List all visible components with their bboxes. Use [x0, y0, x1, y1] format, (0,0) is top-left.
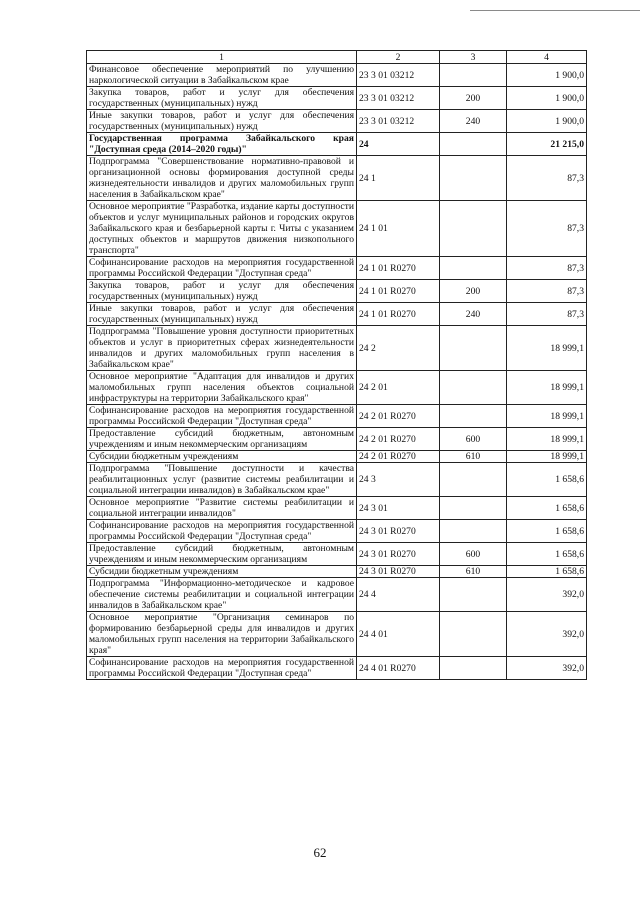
table-row [87, 405, 587, 428]
table-row [87, 303, 587, 326]
row-code: 24 2 01 [357, 371, 440, 405]
row-code: 24 3 01 R0270 [357, 543, 440, 566]
header-col-1: 1 [87, 51, 357, 64]
row-amount: 87,3 [507, 257, 587, 280]
row-expense-type [440, 156, 507, 201]
row-amount: 392,0 [507, 657, 587, 680]
row-name: Государственная программа Забайкальского края "Доступная среда (2014–2020 годы)" [87, 133, 357, 156]
row-expense-type [440, 578, 507, 612]
row-amount: 87,3 [507, 280, 587, 303]
table-row [87, 326, 587, 371]
row-amount: 18 999,1 [507, 451, 587, 463]
row-name: Софинансирование расходов на мероприятия государственной программы Российской Федерации "Доступная среда" [87, 657, 357, 680]
row-amount: 18 999,1 [507, 326, 587, 371]
row-expense-type [440, 201, 507, 257]
row-expense-type: 610 [440, 566, 507, 578]
row-code: 23 3 01 03212 [357, 87, 440, 110]
row-amount: 1 658,6 [507, 566, 587, 578]
row-name: Основное мероприятие "Разработка, издание карты доступности объектов и услуг муниципальных районов и городских округов Забайкальского края и безбарьерной карты г. Читы с указанием доступных объектов и маршрутов движения низкопольного транспорта" [87, 201, 357, 257]
row-amount: 18 999,1 [507, 371, 587, 405]
row-code: 24 2 01 R0270 [357, 405, 440, 428]
table-row [87, 657, 587, 680]
header-col-2: 2 [357, 51, 440, 64]
table-body [87, 64, 587, 680]
row-expense-type: 200 [440, 87, 507, 110]
table-row [87, 371, 587, 405]
table-row [87, 201, 587, 257]
row-name: Подпрограмма "Повышение уровня доступности приоритетных объектов и услуг в приоритетных сферах жизнедеятельности инвалидов и других маломобильных групп населения в Забайкальском крае" [87, 326, 357, 371]
page-number: 62 [313, 845, 327, 860]
row-name: Подпрограмма "Совершенствование нормативно-правовой и организационной основы формирования доступной среды жизнедеятельности инвалидов и других маломобильных групп населения в Забайкальском крае" [87, 156, 357, 201]
row-name: Софинансирование расходов на мероприятия государственной программы Российской Федерации "Доступная среда" [87, 405, 357, 428]
top-rule [470, 10, 640, 11]
row-name: Финансовое обеспечение мероприятий по улучшению наркологической ситуации в Забайкальском крае [87, 64, 357, 87]
row-code: 24 1 01 R0270 [357, 303, 440, 326]
row-expense-type [440, 405, 507, 428]
row-amount: 87,3 [507, 303, 587, 326]
table-row [87, 280, 587, 303]
row-code: 24 1 01 [357, 201, 440, 257]
row-code: 24 3 01 R0270 [357, 520, 440, 543]
row-expense-type [440, 520, 507, 543]
table-row [87, 428, 587, 451]
row-name: Субсидии бюджетным учреждениям [87, 451, 357, 463]
row-amount: 392,0 [507, 612, 587, 657]
row-name: Софинансирование расходов на мероприятия государственной программы Российской Федерации "Доступная среда" [87, 520, 357, 543]
table-row [87, 520, 587, 543]
row-expense-type [440, 657, 507, 680]
row-name: Закупка товаров, работ и услуг для обеспечения государственных (муниципальных) нужд [87, 87, 357, 110]
row-amount: 87,3 [507, 201, 587, 257]
row-name: Основное мероприятие "Развитие системы реабилитации и социальной интеграции инвалидов" [87, 497, 357, 520]
row-amount: 21 215,0 [507, 133, 587, 156]
budget-table [86, 50, 587, 680]
table-row [87, 451, 587, 463]
row-code: 24 3 [357, 463, 440, 497]
row-expense-type [440, 612, 507, 657]
row-name: Основное мероприятие "Адаптация для инвалидов и других маломобильных групп населения объектов социальной инфраструктуры на территории Забайкальского края" [87, 371, 357, 405]
row-expense-type [440, 463, 507, 497]
row-expense-type [440, 326, 507, 371]
row-amount: 1 900,0 [507, 110, 587, 133]
row-name: Закупка товаров, работ и услуг для обеспечения государственных (муниципальных) нужд [87, 280, 357, 303]
row-name: Иные закупки товаров, работ и услуг для обеспечения государственных (муниципальных) нужд [87, 110, 357, 133]
table-row [87, 612, 587, 657]
row-name: Подпрограмма "Информационно-методическое и кадровое обеспечение системы реабилитации и социальной интеграции инвалидов в Забайкальском крае" [87, 578, 357, 612]
row-amount: 18 999,1 [507, 405, 587, 428]
row-amount: 392,0 [507, 578, 587, 612]
table-row [87, 257, 587, 280]
table-row [87, 133, 587, 156]
row-expense-type: 200 [440, 280, 507, 303]
table-row [87, 463, 587, 497]
row-amount: 1 900,0 [507, 64, 587, 87]
row-expense-type [440, 257, 507, 280]
row-name: Иные закупки товаров, работ и услуг для обеспечения государственных (муниципальных) нужд [87, 303, 357, 326]
row-code: 24 1 01 R0270 [357, 280, 440, 303]
row-code: 24 2 [357, 326, 440, 371]
row-code: 23 3 01 03212 [357, 64, 440, 87]
row-code: 24 3 01 [357, 497, 440, 520]
row-amount: 1 658,6 [507, 543, 587, 566]
table-row [87, 87, 587, 110]
row-amount: 18 999,1 [507, 428, 587, 451]
row-code: 24 2 01 R0270 [357, 451, 440, 463]
row-amount: 1 658,6 [507, 463, 587, 497]
table-row [87, 497, 587, 520]
row-amount: 1 658,6 [507, 497, 587, 520]
table-row [87, 566, 587, 578]
row-code: 24 3 01 R0270 [357, 566, 440, 578]
header-col-4: 4 [507, 51, 587, 64]
table-row [87, 578, 587, 612]
row-expense-type [440, 371, 507, 405]
row-expense-type: 610 [440, 451, 507, 463]
table-row [87, 110, 587, 133]
row-code: 24 1 01 R0270 [357, 257, 440, 280]
table-row [87, 156, 587, 201]
row-expense-type: 600 [440, 428, 507, 451]
row-expense-type: 240 [440, 110, 507, 133]
row-expense-type [440, 133, 507, 156]
row-name: Подпрограмма "Повышение доступности и качества реабилитационных услуг (развитие системы реабилитации и социальной интеграции инвалидов) в Забайкальском крае" [87, 463, 357, 497]
row-name: Предоставление субсидий бюджетным, автономным учреждениям и иным некоммерческим организациям [87, 543, 357, 566]
row-expense-type [440, 497, 507, 520]
row-name: Софинансирование расходов на мероприятия государственной программы Российской Федерации "Доступная среда" [87, 257, 357, 280]
row-expense-type: 240 [440, 303, 507, 326]
row-amount: 1 900,0 [507, 87, 587, 110]
row-name: Предоставление субсидий бюджетным, автономным учреждениям и иным некоммерческим организациям [87, 428, 357, 451]
row-code: 24 4 01 [357, 612, 440, 657]
row-expense-type [440, 64, 507, 87]
row-amount: 1 658,6 [507, 520, 587, 543]
row-code: 23 3 01 03212 [357, 110, 440, 133]
row-amount: 87,3 [507, 156, 587, 201]
row-name: Основное мероприятие "Организация семинаров по формированию безбарьерной среды для инвалидов и других маломобильных групп населения на территории Забайкальского края" [87, 612, 357, 657]
table-row [87, 543, 587, 566]
row-code: 24 4 01 R0270 [357, 657, 440, 680]
table-row [87, 64, 587, 87]
row-code: 24 4 [357, 578, 440, 612]
row-code: 24 [357, 133, 440, 156]
row-expense-type: 600 [440, 543, 507, 566]
header-col-3: 3 [440, 51, 507, 64]
row-name: Субсидии бюджетным учреждениям [87, 566, 357, 578]
row-code: 24 2 01 R0270 [357, 428, 440, 451]
header-row [87, 51, 587, 64]
row-code: 24 1 [357, 156, 440, 201]
